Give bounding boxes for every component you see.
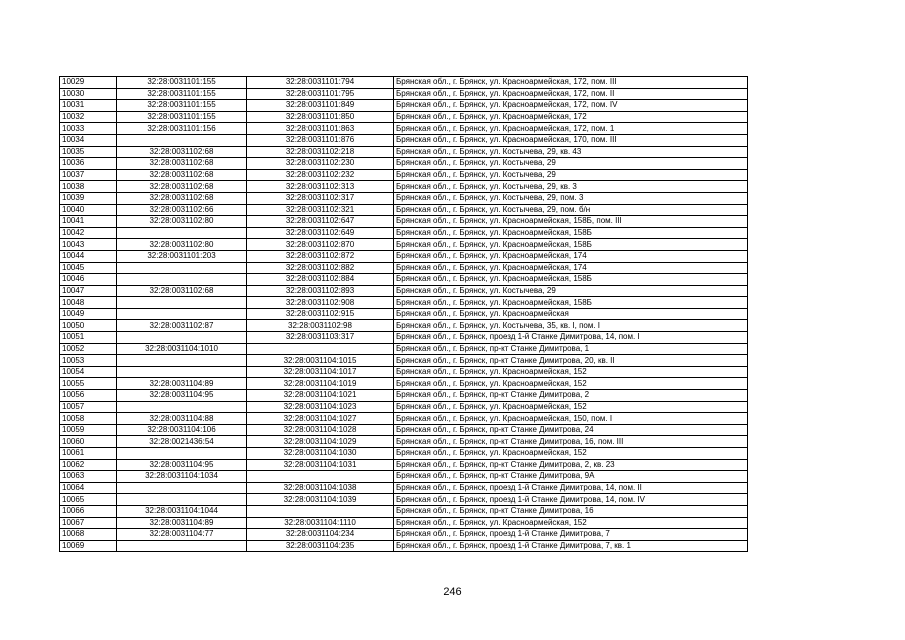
object-cadastral-number-cell: 32:28:0031101:794 bbox=[247, 77, 394, 89]
address-cell: Брянская обл., г. Брянск, пр-кт Станке Димитрова, 9А bbox=[394, 471, 748, 483]
object-cadastral-number-cell: 32:28:0031104:1038 bbox=[247, 482, 394, 494]
parcel-cadastral-number-cell: 32:28:0031101:155 bbox=[117, 111, 247, 123]
parcel-cadastral-number-cell: 32:28:0031102:68 bbox=[117, 146, 247, 158]
record-number-cell: 10063 bbox=[60, 471, 117, 483]
object-cadastral-number-cell: 32:28:0031102:98 bbox=[247, 320, 394, 332]
object-cadastral-number-cell: 32:28:0031102:230 bbox=[247, 158, 394, 170]
table-row bbox=[60, 355, 748, 367]
table-row bbox=[60, 262, 748, 274]
address-cell: Брянская обл., г. Брянск, проезд 1-й Станке Димитрова, 7 bbox=[394, 529, 748, 541]
object-cadastral-number-cell: 32:28:0031102:313 bbox=[247, 181, 394, 193]
object-cadastral-number-cell: 32:28:0031102:649 bbox=[247, 227, 394, 239]
record-number-cell: 10038 bbox=[60, 181, 117, 193]
table-row bbox=[60, 204, 748, 216]
parcel-cadastral-number-cell: 32:28:0031104:1044 bbox=[117, 505, 247, 517]
parcel-cadastral-number-cell: 32:28:0031102:68 bbox=[117, 169, 247, 181]
table-row bbox=[60, 274, 748, 286]
parcel-cadastral-number-cell bbox=[117, 401, 247, 413]
parcel-cadastral-number-cell: 32:28:0031104:106 bbox=[117, 424, 247, 436]
record-number-cell: 10048 bbox=[60, 297, 117, 309]
object-cadastral-number-cell: 32:28:0031102:317 bbox=[247, 192, 394, 204]
address-cell: Брянская обл., г. Брянск, ул. Красноармейская, 152 bbox=[394, 517, 748, 529]
table-row bbox=[60, 111, 748, 123]
object-cadastral-number-cell: 32:28:0031104:1021 bbox=[247, 390, 394, 402]
address-cell: Брянская обл., г. Брянск, ул. Красноармейская, 174 bbox=[394, 250, 748, 262]
object-cadastral-number-cell: 32:28:0031101:849 bbox=[247, 100, 394, 112]
address-cell: Брянская обл., г. Брянск, ул. Красноармейская, 158Б, пом. III bbox=[394, 216, 748, 228]
table-row bbox=[60, 505, 748, 517]
table-row bbox=[60, 146, 748, 158]
record-number-cell: 10052 bbox=[60, 343, 117, 355]
object-cadastral-number-cell: 32:28:0031102:884 bbox=[247, 274, 394, 286]
record-number-cell: 10043 bbox=[60, 239, 117, 251]
record-number-cell: 10031 bbox=[60, 100, 117, 112]
object-cadastral-number-cell: 32:28:0031104:1023 bbox=[247, 401, 394, 413]
object-cadastral-number-cell: 32:28:0031102:321 bbox=[247, 204, 394, 216]
record-number-cell: 10066 bbox=[60, 505, 117, 517]
table-row bbox=[60, 285, 748, 297]
address-cell: Брянская обл., г. Брянск, ул. Красноармейская, 174 bbox=[394, 262, 748, 274]
address-cell: Брянская обл., г. Брянск, ул. Красноармейская, 158Б bbox=[394, 239, 748, 251]
table-row bbox=[60, 88, 748, 100]
parcel-cadastral-number-cell: 32:28:0031104:89 bbox=[117, 378, 247, 390]
table-row bbox=[60, 459, 748, 471]
table-row bbox=[60, 227, 748, 239]
address-cell: Брянская обл., г. Брянск, ул. Красноармейская, 172, пом. II bbox=[394, 88, 748, 100]
parcel-cadastral-number-cell: 32:28:0031102:80 bbox=[117, 216, 247, 228]
table-row bbox=[60, 123, 748, 135]
object-cadastral-number-cell: 32:28:0031104:1110 bbox=[247, 517, 394, 529]
parcel-cadastral-number-cell bbox=[117, 355, 247, 367]
address-cell: Брянская обл., г. Брянск, ул. Костычева, 29, кв. 3 bbox=[394, 181, 748, 193]
record-number-cell: 10058 bbox=[60, 413, 117, 425]
record-number-cell: 10060 bbox=[60, 436, 117, 448]
object-cadastral-number-cell: 32:28:0031101:795 bbox=[247, 88, 394, 100]
record-number-cell: 10067 bbox=[60, 517, 117, 529]
address-cell: Брянская обл., г. Брянск, пр-кт Станке Димитрова, 24 bbox=[394, 424, 748, 436]
table-row bbox=[60, 424, 748, 436]
table-row bbox=[60, 529, 748, 541]
table-row bbox=[60, 250, 748, 262]
parcel-cadastral-number-cell: 32:28:0031102:68 bbox=[117, 285, 247, 297]
table-row bbox=[60, 378, 748, 390]
address-cell: Брянская обл., г. Брянск, ул. Красноармейская, 158Б bbox=[394, 227, 748, 239]
object-cadastral-number-cell: 32:28:0031101:876 bbox=[247, 134, 394, 146]
address-cell: Брянская обл., г. Брянск, ул. Красноармейская, 172 bbox=[394, 111, 748, 123]
record-number-cell: 10042 bbox=[60, 227, 117, 239]
record-number-cell: 10039 bbox=[60, 192, 117, 204]
parcel-cadastral-number-cell: 32:28:0031104:88 bbox=[117, 413, 247, 425]
record-number-cell: 10047 bbox=[60, 285, 117, 297]
address-cell: Брянская обл., г. Брянск, пр-кт Станке Димитрова, 1 bbox=[394, 343, 748, 355]
table-row bbox=[60, 494, 748, 506]
parcel-cadastral-number-cell: 32:28:0031101:155 bbox=[117, 100, 247, 112]
record-number-cell: 10044 bbox=[60, 250, 117, 262]
table-row bbox=[60, 158, 748, 170]
address-cell: Брянская обл., г. Брянск, ул. Костычева, 29, пом. 3 bbox=[394, 192, 748, 204]
parcel-cadastral-number-cell: 32:28:0031101:155 bbox=[117, 77, 247, 89]
record-number-cell: 10035 bbox=[60, 146, 117, 158]
parcel-cadastral-number-cell: 32:28:0031102:87 bbox=[117, 320, 247, 332]
record-number-cell: 10056 bbox=[60, 390, 117, 402]
parcel-cadastral-number-cell: 32:28:0031102:66 bbox=[117, 204, 247, 216]
record-number-cell: 10050 bbox=[60, 320, 117, 332]
record-number-cell: 10033 bbox=[60, 123, 117, 135]
address-cell: Брянская обл., г. Брянск, ул. Красноармейская, 170, пом. III bbox=[394, 134, 748, 146]
parcel-cadastral-number-cell bbox=[117, 134, 247, 146]
record-number-cell: 10057 bbox=[60, 401, 117, 413]
record-number-cell: 10030 bbox=[60, 88, 117, 100]
table-row bbox=[60, 192, 748, 204]
record-number-cell: 10036 bbox=[60, 158, 117, 170]
parcel-cadastral-number-cell bbox=[117, 297, 247, 309]
parcel-cadastral-number-cell: 32:28:0031102:68 bbox=[117, 158, 247, 170]
table-row bbox=[60, 100, 748, 112]
parcel-cadastral-number-cell bbox=[117, 366, 247, 378]
object-cadastral-number-cell: 32:28:0031102:232 bbox=[247, 169, 394, 181]
table-row bbox=[60, 134, 748, 146]
table-row bbox=[60, 413, 748, 425]
parcel-cadastral-number-cell: 32:28:0021436:54 bbox=[117, 436, 247, 448]
address-cell: Брянская обл., г. Брянск, пр-кт Станке Димитрова, 20, кв. II bbox=[394, 355, 748, 367]
object-cadastral-number-cell: 32:28:0031102:872 bbox=[247, 250, 394, 262]
address-cell: Брянская обл., г. Брянск, ул. Костычева, 29, кв. 43 bbox=[394, 146, 748, 158]
table-row bbox=[60, 181, 748, 193]
address-cell: Брянская обл., г. Брянск, ул. Костычева, 29 bbox=[394, 158, 748, 170]
table-row bbox=[60, 169, 748, 181]
address-cell: Брянская обл., г. Брянск, проезд 1-й Станке Димитрова, 14, пом. IV bbox=[394, 494, 748, 506]
record-number-cell: 10032 bbox=[60, 111, 117, 123]
address-cell: Брянская обл., г. Брянск, ул. Красноармейская, 158Б bbox=[394, 274, 748, 286]
address-cell: Брянская обл., г. Брянск, пр-кт Станке Димитрова, 16, пом. III bbox=[394, 436, 748, 448]
parcel-cadastral-number-cell: 32:28:0031104:89 bbox=[117, 517, 247, 529]
parcel-cadastral-number-cell: 32:28:0031104:77 bbox=[117, 529, 247, 541]
record-number-cell: 10045 bbox=[60, 262, 117, 274]
address-cell: Брянская обл., г. Брянск, ул. Красноармейская, 172, пом. III bbox=[394, 77, 748, 89]
registry-body bbox=[60, 77, 748, 552]
parcel-cadastral-number-cell: 32:28:0031104:95 bbox=[117, 390, 247, 402]
address-cell: Брянская обл., г. Брянск, ул. Костычева, 35, кв. I, пом. I bbox=[394, 320, 748, 332]
table-row bbox=[60, 471, 748, 483]
object-cadastral-number-cell: 32:28:0031104:1039 bbox=[247, 494, 394, 506]
object-cadastral-number-cell: 32:28:0031104:1027 bbox=[247, 413, 394, 425]
address-cell: Брянская обл., г. Брянск, ул. Красноармейская, 172, пом. 1 bbox=[394, 123, 748, 135]
record-number-cell: 10046 bbox=[60, 274, 117, 286]
object-cadastral-number-cell: 32:28:0031102:908 bbox=[247, 297, 394, 309]
object-cadastral-number-cell: 32:28:0031104:1029 bbox=[247, 436, 394, 448]
object-cadastral-number-cell: 32:28:0031102:915 bbox=[247, 308, 394, 320]
parcel-cadastral-number-cell bbox=[117, 274, 247, 286]
parcel-cadastral-number-cell bbox=[117, 308, 247, 320]
parcel-cadastral-number-cell: 32:28:0031101:203 bbox=[117, 250, 247, 262]
table-row bbox=[60, 482, 748, 494]
parcel-cadastral-number-cell: 32:28:0031102:68 bbox=[117, 181, 247, 193]
table-row bbox=[60, 448, 748, 460]
object-cadastral-number-cell: 32:28:0031104:1019 bbox=[247, 378, 394, 390]
registry-table bbox=[59, 76, 748, 552]
record-number-cell: 10053 bbox=[60, 355, 117, 367]
record-number-cell: 10054 bbox=[60, 366, 117, 378]
address-cell: Брянская обл., г. Брянск, пр-кт Станке Димитрова, 2, кв. 23 bbox=[394, 459, 748, 471]
address-cell: Брянская обл., г. Брянск, пр-кт Станке Димитрова, 2 bbox=[394, 390, 748, 402]
object-cadastral-number-cell: 32:28:0031103:317 bbox=[247, 332, 394, 344]
object-cadastral-number-cell: 32:28:0031102:647 bbox=[247, 216, 394, 228]
table-row bbox=[60, 77, 748, 89]
address-cell: Брянская обл., г. Брянск, пр-кт Станке Димитрова, 16 bbox=[394, 505, 748, 517]
address-cell: Брянская обл., г. Брянск, ул. Красноармейская bbox=[394, 308, 748, 320]
object-cadastral-number-cell: 32:28:0031104:235 bbox=[247, 540, 394, 552]
address-cell: Брянская обл., г. Брянск, ул. Красноармейская, 152 bbox=[394, 448, 748, 460]
object-cadastral-number-cell: 32:28:0031102:882 bbox=[247, 262, 394, 274]
object-cadastral-number-cell: 32:28:0031102:218 bbox=[247, 146, 394, 158]
parcel-cadastral-number-cell bbox=[117, 494, 247, 506]
object-cadastral-number-cell: 32:28:0031102:870 bbox=[247, 239, 394, 251]
parcel-cadastral-number-cell: 32:28:0031104:1010 bbox=[117, 343, 247, 355]
parcel-cadastral-number-cell: 32:28:0031101:155 bbox=[117, 88, 247, 100]
parcel-cadastral-number-cell: 32:28:0031104:95 bbox=[117, 459, 247, 471]
address-cell: Брянская обл., г. Брянск, проезд 1-й Станке Димитрова, 14, пом. I bbox=[394, 332, 748, 344]
table-row bbox=[60, 216, 748, 228]
parcel-cadastral-number-cell: 32:28:0031102:68 bbox=[117, 192, 247, 204]
table-row bbox=[60, 436, 748, 448]
parcel-cadastral-number-cell bbox=[117, 227, 247, 239]
address-cell: Брянская обл., г. Брянск, ул. Красноармейская, 152 bbox=[394, 378, 748, 390]
parcel-cadastral-number-cell bbox=[117, 262, 247, 274]
address-cell: Брянская обл., г. Брянск, проезд 1-й Станке Димитрова, 7, кв. 1 bbox=[394, 540, 748, 552]
parcel-cadastral-number-cell: 32:28:0031101:156 bbox=[117, 123, 247, 135]
record-number-cell: 10062 bbox=[60, 459, 117, 471]
object-cadastral-number-cell: 32:28:0031101:863 bbox=[247, 123, 394, 135]
object-cadastral-number-cell: 32:28:0031104:234 bbox=[247, 529, 394, 541]
record-number-cell: 10068 bbox=[60, 529, 117, 541]
table-row bbox=[60, 401, 748, 413]
table-row bbox=[60, 320, 748, 332]
record-number-cell: 10040 bbox=[60, 204, 117, 216]
table-row bbox=[60, 343, 748, 355]
table-row bbox=[60, 332, 748, 344]
table-row bbox=[60, 297, 748, 309]
object-cadastral-number-cell: 32:28:0031104:1031 bbox=[247, 459, 394, 471]
table-row bbox=[60, 308, 748, 320]
address-cell: Брянская обл., г. Брянск, ул. Красноармейская, 150, пом. I bbox=[394, 413, 748, 425]
address-cell: Брянская обл., г. Брянск, проезд 1-й Станке Димитрова, 14, пом. II bbox=[394, 482, 748, 494]
parcel-cadastral-number-cell bbox=[117, 482, 247, 494]
object-cadastral-number-cell: 32:28:0031104:1015 bbox=[247, 355, 394, 367]
record-number-cell: 10041 bbox=[60, 216, 117, 228]
address-cell: Брянская обл., г. Брянск, ул. Красноармейская, 152 bbox=[394, 401, 748, 413]
address-cell: Брянская обл., г. Брянск, ул. Красноармейская, 158Б bbox=[394, 297, 748, 309]
object-cadastral-number-cell bbox=[247, 343, 394, 355]
record-number-cell: 10055 bbox=[60, 378, 117, 390]
object-cadastral-number-cell: 32:28:0031102:893 bbox=[247, 285, 394, 297]
record-number-cell: 10059 bbox=[60, 424, 117, 436]
parcel-cadastral-number-cell: 32:28:0031102:80 bbox=[117, 239, 247, 251]
record-number-cell: 10034 bbox=[60, 134, 117, 146]
object-cadastral-number-cell: 32:28:0031101:850 bbox=[247, 111, 394, 123]
address-cell: Брянская обл., г. Брянск, ул. Красноармейская, 152 bbox=[394, 366, 748, 378]
object-cadastral-number-cell bbox=[247, 471, 394, 483]
page-number: 246 bbox=[443, 586, 462, 598]
object-cadastral-number-cell: 32:28:0031104:1028 bbox=[247, 424, 394, 436]
address-cell: Брянская обл., г. Брянск, ул. Красноармейская, 172, пом. IV bbox=[394, 100, 748, 112]
record-number-cell: 10065 bbox=[60, 494, 117, 506]
parcel-cadastral-number-cell: 32:28:0031104:1034 bbox=[117, 471, 247, 483]
table-row bbox=[60, 390, 748, 402]
parcel-cadastral-number-cell bbox=[117, 540, 247, 552]
record-number-cell: 10069 bbox=[60, 540, 117, 552]
table-row bbox=[60, 366, 748, 378]
parcel-cadastral-number-cell bbox=[117, 448, 247, 460]
record-number-cell: 10051 bbox=[60, 332, 117, 344]
table-row bbox=[60, 540, 748, 552]
record-number-cell: 10064 bbox=[60, 482, 117, 494]
address-cell: Брянская обл., г. Брянск, ул. Костычева, 29 bbox=[394, 169, 748, 181]
table-row bbox=[60, 517, 748, 529]
parcel-cadastral-number-cell bbox=[117, 332, 247, 344]
record-number-cell: 10061 bbox=[60, 448, 117, 460]
address-cell: Брянская обл., г. Брянск, ул. Костычева, 29, пом. б/н bbox=[394, 204, 748, 216]
object-cadastral-number-cell bbox=[247, 505, 394, 517]
object-cadastral-number-cell: 32:28:0031104:1030 bbox=[247, 448, 394, 460]
object-cadastral-number-cell: 32:28:0031104:1017 bbox=[247, 366, 394, 378]
table-row bbox=[60, 239, 748, 251]
record-number-cell: 10037 bbox=[60, 169, 117, 181]
record-number-cell: 10049 bbox=[60, 308, 117, 320]
record-number-cell: 10029 bbox=[60, 77, 117, 89]
address-cell: Брянская обл., г. Брянск, ул. Костычева, 29 bbox=[394, 285, 748, 297]
